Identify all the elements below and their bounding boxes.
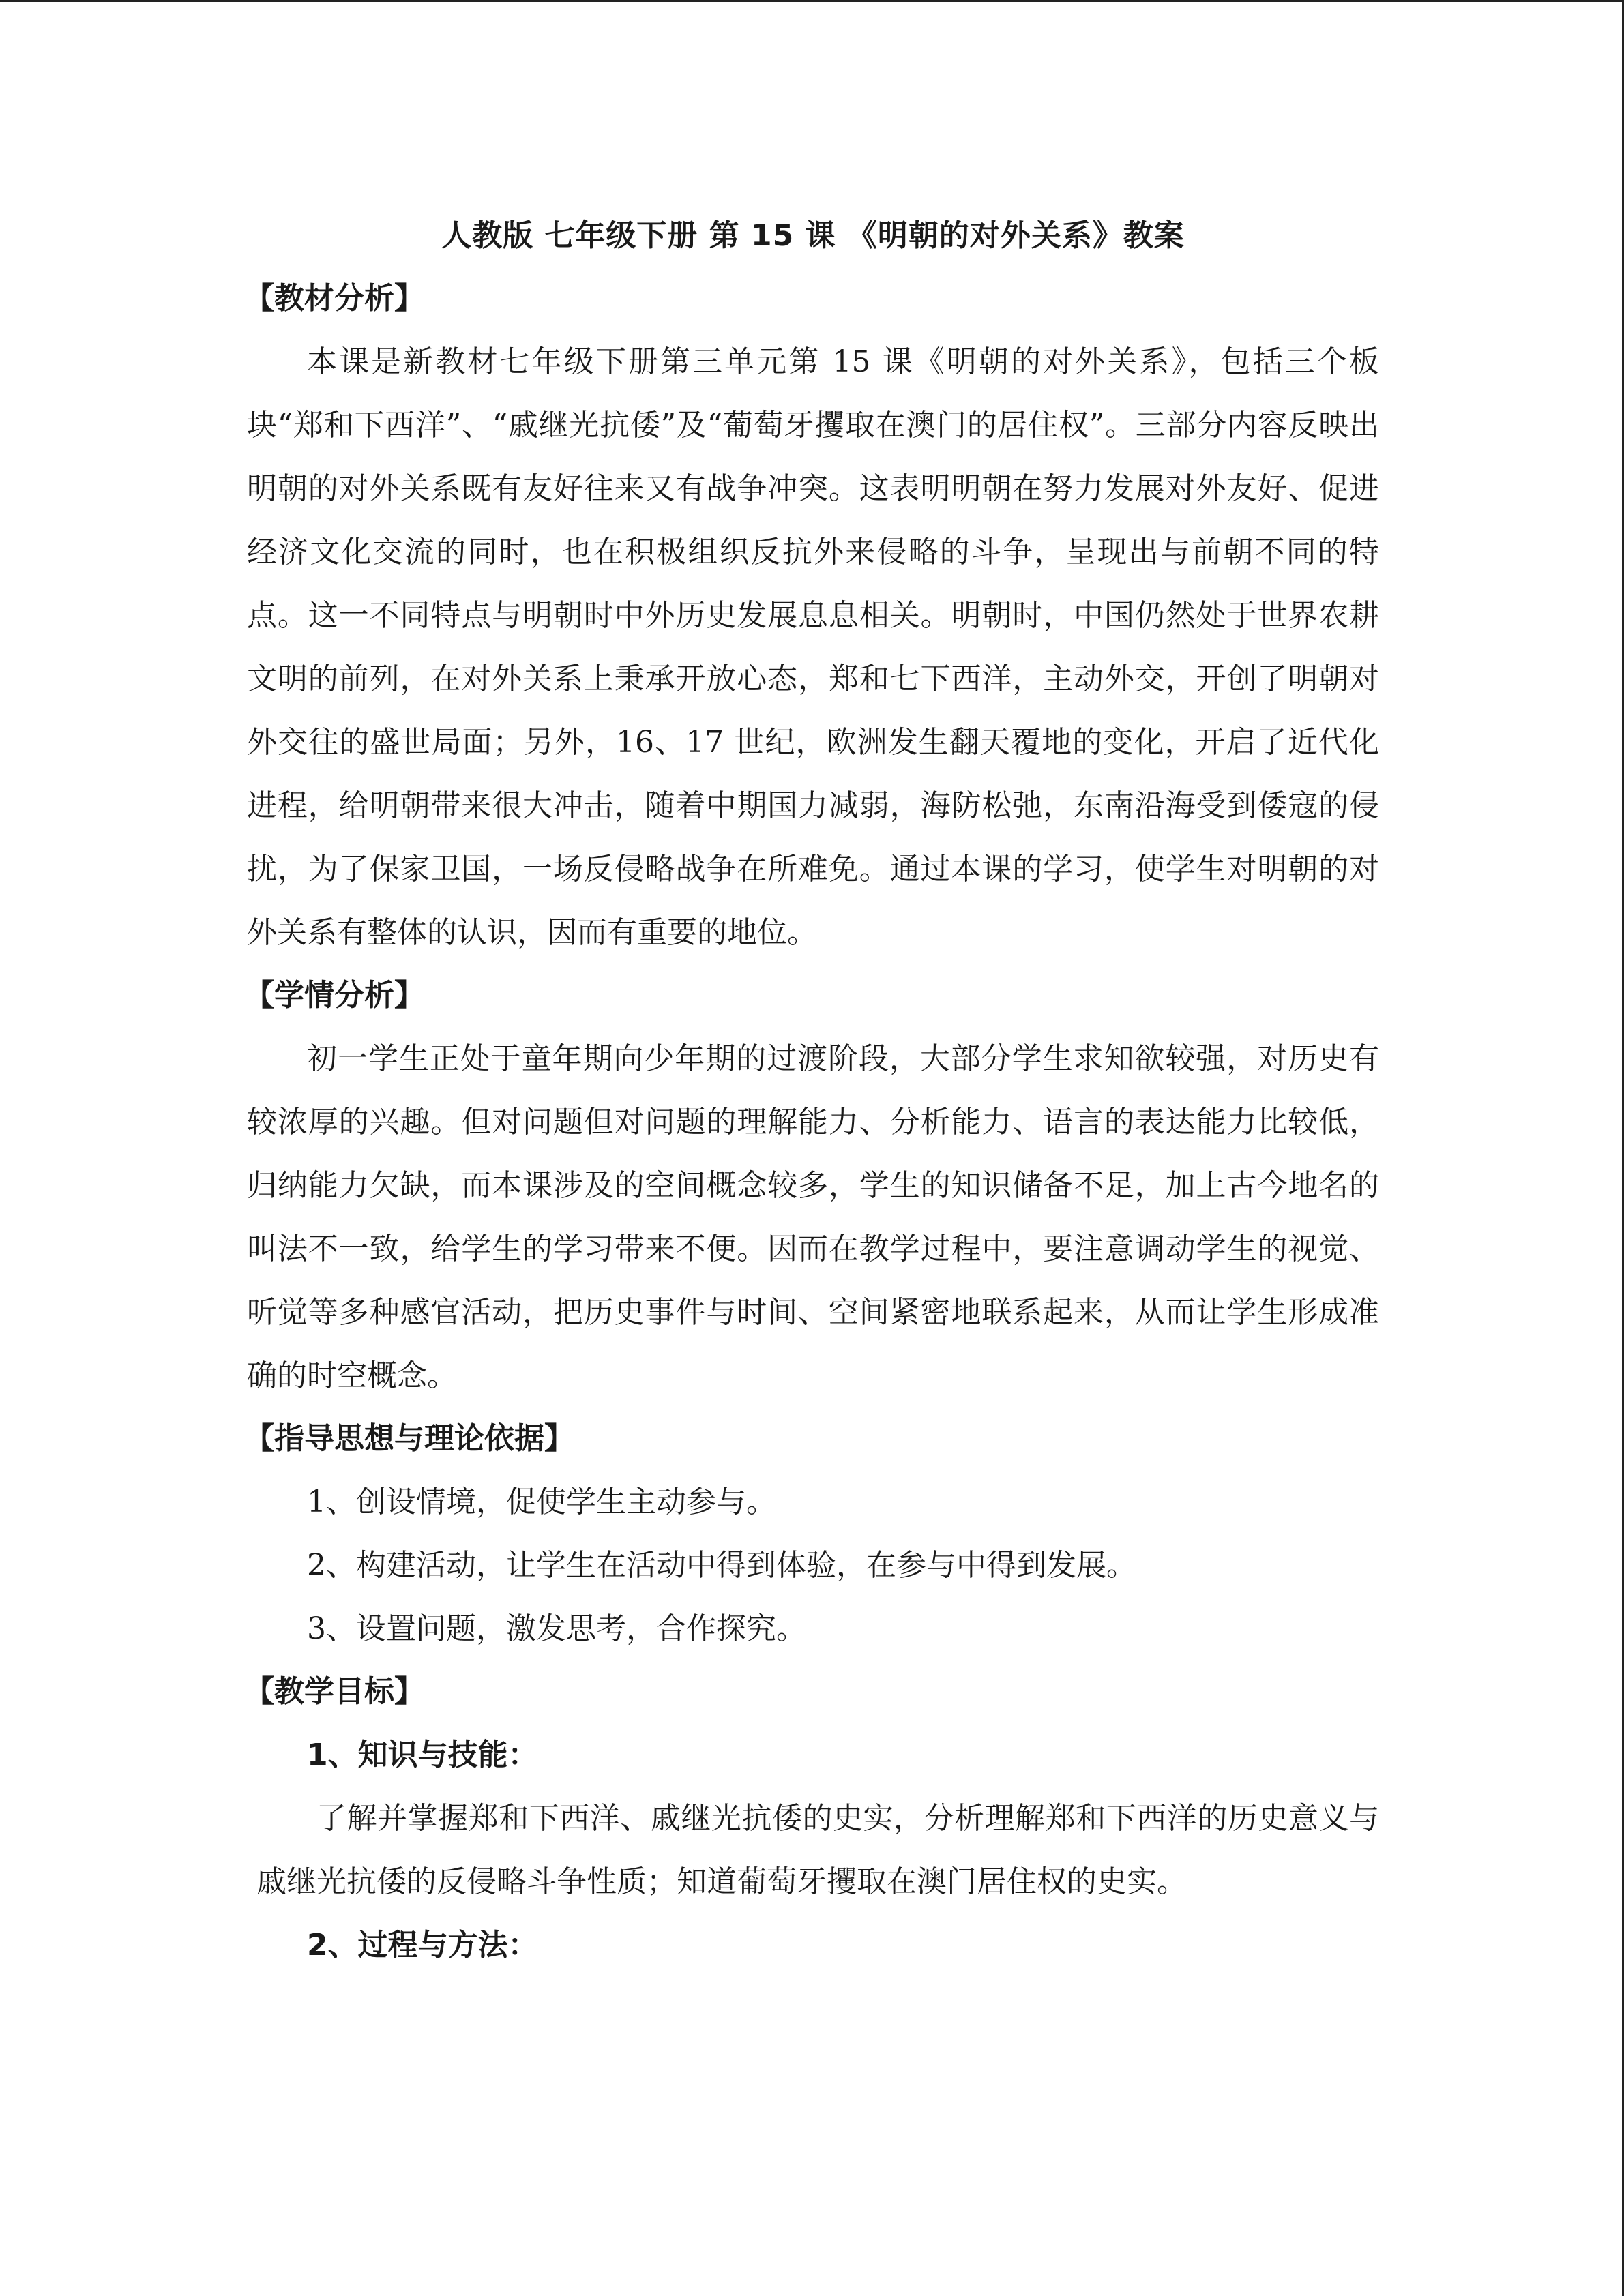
section-heading-guiding-ideas: 【指导思想与理论依据】 [244,1421,574,1456]
goal-subheading-process: 2、过程与方法： [307,1928,538,1963]
knowledge-goal-paragraph: 了解并掌握郑和下西洋、戚继光抗倭的史实，分析理解郑和下西洋的历史意义与戚继光抗倭的反侵略斗争性质；知道葡萄牙攫取在澳门居住权的史实。 [256,1801,1379,1899]
section-heading-textbook-analysis: 【教材分析】 [244,281,424,316]
guiding-idea-item: 1、创设情境，促使学生主动参与。 [307,1485,776,1519]
guiding-idea-item: 2、构建活动，让学生在活动中得到体验，在参与中得到发展。 [307,1548,1136,1583]
guiding-idea-item: 3、设置问题，激发思考，合作探究。 [307,1611,806,1646]
section-heading-student-analysis: 【学情分析】 [244,978,424,1013]
textbook-analysis-paragraph: 本课是新教材七年级下册第三单元第 15 课《明朝的对外关系》，包括三个板块“郑和下西洋”、“戚继光抗倭”及“葡萄牙攫取在澳门的居住权”。三部分内容反映出明朝的对外关系既有友好往来又有战争冲突。这表明明朝在努力发展对外友好、促进经济文化交流的同时，也在积极组织反抗外来侵略的斗争，呈现出与前朝不同的特点。这一不同特点与明朝时中外历史发展息息相关。明朝时，中国仍然处于世界农耕文明的前列，在对外关系上秉承开放心态，郑和七下西洋，主动外交，开创了明朝对外交往的盛世局面；另外，16、17 世纪，欧洲发生翻天覆地的变化，开启了近代化进程，给明朝带来很大冲击，随着中期国力减弱，海防松弛，东南沿海受到倭寇的侵扰，为了保家卫国，一场反侵略战争在所难免。通过本课的学习，使学生对明朝的对外关系有整体的认识，因而有重要的地位。 [247,344,1379,950]
section-heading-teaching-goals: 【教学目标】 [244,1674,424,1709]
goal-subheading-knowledge: 1、知识与技能： [307,1738,538,1772]
page-border-top [0,0,1624,2]
document-title: 人教版 七年级下册 第 15 课 《明朝的对外关系》教案 [441,218,1185,253]
student-analysis-paragraph: 初一学生正处于童年期向少年期的过渡阶段，大部分学生求知欲较强，对历史有较浓厚的兴趣。但对问题但对问题的理解能力、分析能力、语言的表达能力比较低，归纳能力欠缺，而本课涉及的空间概念较多，学生的知识储备不足，加上古今地名的叫法不一致，给学生的学习带来不便。因而在教学过程中，要注意调动学生的视觉、听觉等多种感官活动，把历史事件与时间、空间紧密地联系起来，从而让学生形成准确的时空概念。 [247,1041,1379,1393]
document-page [244,205,1379,1977]
